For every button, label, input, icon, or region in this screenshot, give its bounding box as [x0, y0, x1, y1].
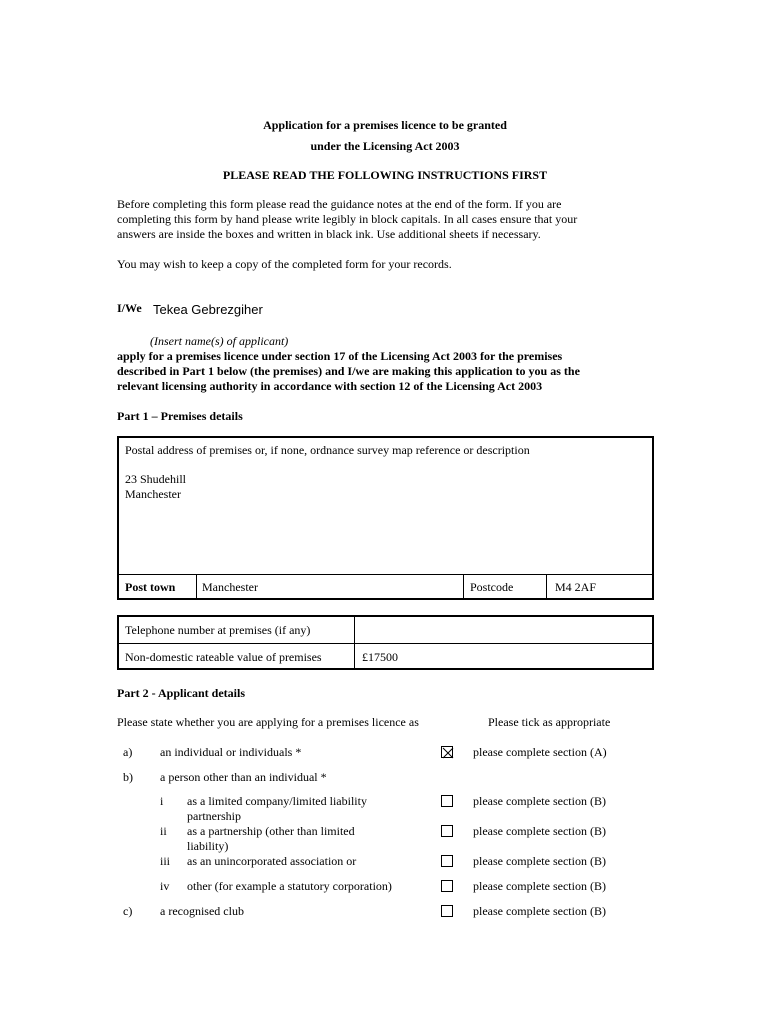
- option-b-iii-label: as an unincorporated association or: [187, 854, 357, 868]
- part2-heading: Part 2 - Applicant details: [117, 686, 245, 700]
- option-b-marker: b): [123, 770, 133, 784]
- instructions-line1: Before completing this form please read the guidance notes at the end of the form. If you are: [117, 197, 562, 211]
- address-line2-field[interactable]: Manchester: [125, 487, 181, 501]
- address-row-divider: [118, 574, 653, 575]
- option-b-ii-label-line2: liability): [187, 839, 229, 853]
- premises-address-box: [117, 436, 654, 600]
- post-town-divider: [196, 574, 197, 599]
- option-c-action: please complete section (B): [473, 904, 606, 918]
- post-town-label: Post town: [125, 580, 176, 594]
- option-a-checkbox[interactable]: [441, 746, 453, 758]
- part2-question: Please state whether you are applying for a premises licence as: [117, 715, 419, 729]
- applicant-label: I/We: [117, 301, 142, 315]
- option-b-i-marker: i: [160, 794, 164, 808]
- part1-heading: Part 1 – Premises details: [117, 409, 243, 423]
- rateable-value-label: Non-domestic rateable value of premises: [125, 650, 322, 664]
- rateable-value-field[interactable]: £17500: [362, 650, 398, 664]
- instructions-heading: PLEASE READ THE FOLLOWING INSTRUCTIONS FIRST: [222, 168, 548, 182]
- form-title-line2: under the Licensing Act 2003: [310, 139, 460, 153]
- option-b-label: a person other than an individual *: [160, 770, 327, 784]
- option-c-checkbox[interactable]: [441, 905, 453, 917]
- postcode-field[interactable]: M4 2AF: [555, 580, 597, 594]
- copy-note: You may wish to keep a copy of the completed form for your records.: [117, 257, 452, 271]
- option-b-ii-action: please complete section (B): [473, 824, 606, 838]
- form-title-line1: Application for a premises licence to be granted: [263, 118, 507, 132]
- applicant-name-field[interactable]: Tekea Gebrezgiher: [153, 302, 263, 317]
- option-b-iii-action: please complete section (B): [473, 854, 606, 868]
- statement-line3: relevant licensing authority in accordance with section 12 of the Licensing Act 2003: [117, 379, 543, 393]
- tick-hint: Please tick as appropriate: [488, 715, 611, 729]
- postcode-label: Postcode: [470, 580, 514, 594]
- instructions-line3: answers are inside the boxes and written in black ink. Use additional sheets if necessary.: [117, 227, 541, 241]
- option-b-iv-action: please complete section (B): [473, 879, 606, 893]
- option-b-i-label-line2: partnership: [187, 809, 241, 823]
- statement-line1: apply for a premises licence under section 17 of the Licensing Act 2003 for the premises: [117, 349, 563, 363]
- postcode-value-divider: [546, 574, 547, 599]
- option-b-iv-label: other (for example a statutory corporation): [187, 879, 392, 893]
- premises-info-divider: [118, 643, 653, 644]
- postcode-label-divider: [463, 574, 464, 599]
- option-b-ii-checkbox[interactable]: [441, 825, 453, 837]
- option-a-action: please complete section (A): [473, 745, 607, 759]
- option-b-ii-label-line1: as a partnership (other than limited: [187, 824, 355, 838]
- statement-line2: described in Part 1 below (the premises) and I/we are making this application to you as the: [117, 364, 580, 378]
- option-b-iii-marker: iii: [160, 854, 171, 868]
- checked-cross-icon: [442, 747, 454, 759]
- post-town-field[interactable]: Manchester: [202, 580, 258, 594]
- option-b-iv-checkbox[interactable]: [441, 880, 453, 892]
- premises-info-column-divider: [354, 616, 355, 669]
- address-label: Postal address of premises or, if none, ordnance survey map reference or description: [125, 443, 530, 457]
- instructions-line2: completing this form by hand please write legibly in block capitals. In all cases ensure that your: [117, 212, 578, 226]
- option-a-marker: a): [123, 745, 133, 759]
- option-c-marker: c): [123, 904, 133, 918]
- option-a-label: an individual or individuals *: [160, 745, 302, 759]
- applicant-name-hint: (Insert name(s) of applicant): [150, 334, 289, 348]
- option-b-iv-marker: iv: [160, 879, 170, 893]
- address-line1-field[interactable]: 23 Shudehill: [125, 472, 187, 486]
- telephone-label: Telephone number at premises (if any): [125, 623, 311, 637]
- option-b-ii-marker: ii: [160, 824, 167, 838]
- option-b-iii-checkbox[interactable]: [441, 855, 453, 867]
- option-c-label: a recognised club: [160, 904, 244, 918]
- option-b-i-label-line1: as a limited company/limited liability: [187, 794, 367, 808]
- option-b-i-checkbox[interactable]: [441, 795, 453, 807]
- option-b-i-action: please complete section (B): [473, 794, 606, 808]
